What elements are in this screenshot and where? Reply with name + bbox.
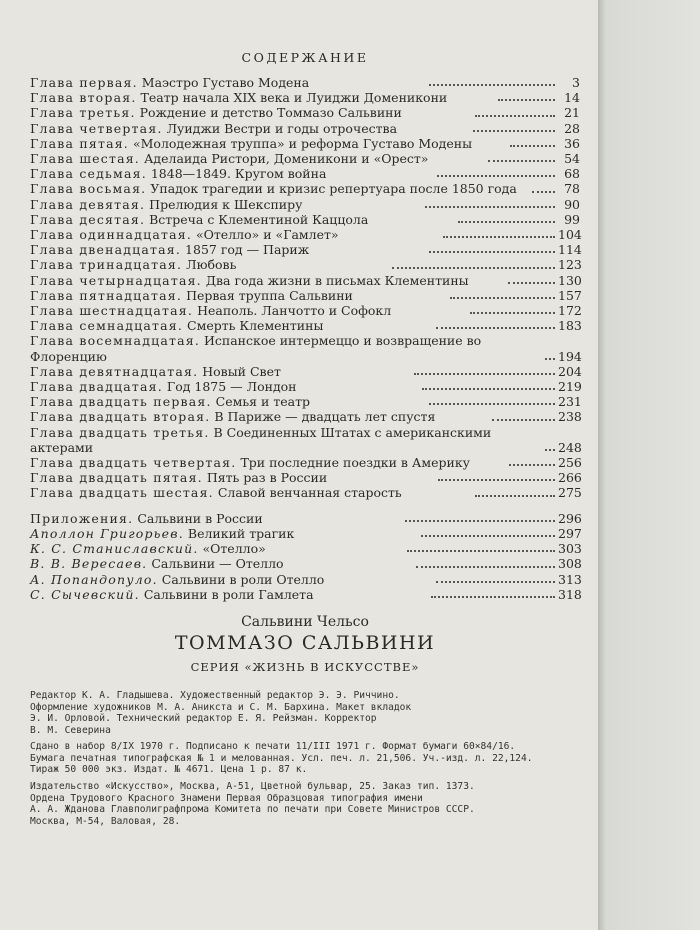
toc-entry-text [30, 212, 455, 227]
imprint-line: Оформление художников М. А. Аникста и С. М. Бархина. Макет вкладок [30, 701, 412, 713]
toc-entry-title: Встреча с Клементиной Каццола [149, 211, 369, 227]
toc-entry-text [30, 364, 411, 379]
toc-entry-title: Сальвини в роли Отелло [161, 571, 325, 587]
toc-entry-lead: Глава двадцать пятая. [30, 470, 203, 486]
toc-leader-dots [438, 479, 555, 481]
toc-entry-text [30, 526, 418, 541]
appendix-entry [30, 511, 580, 526]
toc-entry-title: Семья и театр [215, 394, 311, 410]
toc-leader-dots [392, 267, 555, 269]
toc-page-number: 318 [558, 586, 582, 602]
toc-entry-lead: Приложения. [30, 510, 134, 526]
toc-entry-title: Смерть Клементины [187, 318, 324, 334]
toc-entry-text [30, 166, 434, 181]
toc-entry-text [30, 257, 389, 272]
imprint-line: Тираж 50 000 экз. Издат. № 4671. Цена 1 р. 87 к. [30, 764, 308, 776]
toc-entry-text [30, 470, 435, 485]
toc-leader-dots [545, 449, 555, 451]
toc-entry-lead: Глава десятая. [30, 211, 146, 227]
toc-entry-text [30, 541, 404, 556]
toc-entry-text [30, 151, 485, 166]
toc-entry-text [30, 409, 489, 424]
toc-entry-title: Новый Свет [202, 363, 281, 379]
toc-entry-title: Неаполь. Ланчотто и Софокл [197, 303, 392, 319]
book-title: ТОММАЗО САЛЬВИНИ [174, 631, 436, 654]
toc-entry-title: Сальвини в роли Гамлета [143, 586, 314, 602]
toc-entry-text [30, 485, 472, 500]
appendix-entry [30, 587, 580, 602]
imprint-block [30, 690, 580, 828]
toc-entry-title: Первая труппа Сальвини [186, 287, 353, 303]
toc-entry-text [30, 394, 426, 409]
toc-entry [30, 242, 580, 257]
toc-entry-title: Пять раз в России [206, 470, 328, 486]
toc-page-number: 303 [558, 541, 582, 557]
toc-entry-text [30, 587, 428, 602]
toc-entry-lead: Глава третья. [30, 105, 136, 121]
toc-entry-lead: Глава двадцать вторая. [30, 409, 211, 425]
toc-entry-title: Три последние поездки в Америку [240, 455, 470, 471]
toc-page-number: 3 [572, 75, 580, 90]
toc-entry-title: 1848—1849. Кругом война [150, 166, 327, 182]
toc-leader-dots [475, 495, 555, 497]
toc-entry [30, 257, 580, 272]
toc-leader-dots [421, 535, 555, 537]
toc-entry-lead: Глава шестнадцатая. [30, 303, 194, 319]
toc-entry-text [30, 273, 505, 288]
toc-entry-lead: К. С. Станиславский. [30, 541, 199, 557]
toc-entry [30, 166, 580, 181]
toc-entry-text [30, 227, 440, 242]
toc-entry [30, 303, 580, 318]
toc-entry-lead: А. Попандопуло. [30, 571, 158, 587]
toc-entry-text [30, 511, 402, 526]
imprint-line: Издательство «Искусство», Москва, А-51, Цветной бульвар, 25. Заказ тип. 1373. [30, 781, 475, 793]
toc-entry-title: В Соединенных Штатах с американскими актерами [30, 424, 492, 455]
toc-page-number: 296 [558, 510, 582, 526]
imprint-paragraph [30, 690, 580, 736]
book-author: Сальвини Чельсо [241, 613, 369, 630]
toc-leader-dots [475, 115, 555, 117]
imprint-line: Бумага печатная типографская № 1 и мелованная. Усл. печ. л. 21,506. Уч.-изд. л. 22,124. [30, 752, 533, 764]
toc-entry-text [30, 121, 470, 136]
toc-entry [30, 288, 580, 303]
toc-page-number: 21 [564, 105, 581, 121]
toc-leader-dots [425, 206, 555, 208]
toc-page-number: 308 [558, 556, 582, 572]
toc-entry [30, 333, 580, 363]
toc-leader-dots [508, 282, 555, 284]
toc-page-number: 219 [558, 379, 582, 395]
toc-entry-title: «Молодежная труппа» и реформа Густаво Модены [132, 135, 473, 151]
toc-page-number: 157 [558, 287, 582, 303]
toc-entry [30, 394, 580, 409]
toc-page-number: 123 [558, 257, 582, 273]
imprint-line: В. М. Северина [30, 724, 111, 736]
imprint-line: Москва, М-54, Валовая, 28. [30, 815, 181, 827]
toc-leader-dots [532, 191, 555, 193]
toc-entry-lead: Глава тринадцатая. [30, 257, 183, 273]
toc-entry [30, 470, 580, 485]
toc-entry-title: В Париже — двадцать лет спустя [214, 409, 436, 425]
toc-page-number: 313 [558, 571, 582, 587]
toc-entry-lead: Глава седьмая. [30, 166, 147, 182]
toc-entry [30, 409, 580, 424]
toc-page-number: 183 [558, 318, 582, 334]
toc-entry-lead: Глава семнадцатая. [30, 318, 184, 334]
toc-entry-text [30, 242, 426, 257]
toc-entry-lead: Глава восьмая. [30, 181, 147, 197]
toc-entry-text [30, 556, 413, 571]
toc-entry-lead: Глава двадцать первая. [30, 394, 212, 410]
toc-entry [30, 121, 580, 136]
toc-leader-dots [431, 596, 555, 598]
toc-entry [30, 105, 580, 120]
toc-page-number: 266 [558, 470, 582, 486]
toc-page-number: 99 [564, 211, 581, 227]
toc-entry-lead: Глава четырнадцатая. [30, 272, 202, 288]
toc-entry-text [30, 572, 433, 587]
toc-page-number: 275 [558, 485, 582, 501]
toc-leader-dots [436, 327, 555, 329]
toc-entry [30, 273, 580, 288]
toc-leader-dots [509, 464, 555, 466]
toc-entry [30, 364, 580, 379]
toc-entry [30, 318, 580, 333]
toc-entry-title: Любовь [186, 257, 237, 273]
toc-page-number: 114 [558, 242, 582, 258]
toc-entry-lead: Глава пятнадцатая. [30, 287, 183, 303]
imprint-line: Редактор К. А. Гладышева. Художественный редактор Э. Э. Риччино. [30, 689, 400, 701]
toc-page-number: 194 [558, 348, 582, 364]
toc-entry-text [30, 136, 507, 151]
toc-page-number: 28 [564, 120, 580, 136]
toc-page-number: 172 [558, 303, 582, 319]
toc-entry-title: Сальвини — Отелло [151, 556, 284, 572]
toc-entry-title: «Отелло» и «Гамлет» [196, 227, 339, 243]
toc-leader-dots [458, 221, 555, 223]
toc-entry-text [30, 90, 495, 105]
page-content [30, 50, 580, 832]
toc-page-number: 54 [564, 151, 581, 167]
toc-entry-title: Испанское интермеццо и возвращение во Флоренцию [30, 333, 482, 364]
toc-entry-title: Два года жизни в письмах Клементины [205, 272, 469, 288]
toc-leader-dots [407, 550, 555, 552]
appendix-entry [30, 572, 580, 587]
toc-entry-title: Аделаида Ристори, Доменикони и «Орест» [143, 151, 429, 167]
toc-entry-lead: Глава вторая. [30, 90, 137, 106]
imprint-line: А. А. Жданова Главполиграфпрома Комитета по печати при Совете Министров СССР. [30, 804, 475, 816]
toc-entry-lead: Глава первая. [30, 75, 138, 90]
toc-entry-text [30, 105, 472, 120]
toc-entry-lead: Глава четвертая. [30, 120, 163, 136]
toc-page-number: 78 [564, 181, 580, 197]
toc-entry-text [30, 379, 419, 394]
toc-entry [30, 75, 580, 90]
toc-entry-title: Театр начала XIX века и Луиджи Доменикони [140, 90, 448, 106]
toc-leader-dots [492, 419, 555, 421]
toc-page-number: 90 [564, 196, 580, 212]
toc-leader-dots [429, 251, 555, 253]
toc-entry-lead: Глава шестая. [30, 151, 140, 167]
toc-leader-dots [498, 99, 555, 101]
toc-entry-title: Маэстро Густаво Модена [141, 75, 310, 90]
imprint-line: Ордена Трудового Красного Знамени Первая Образцовая типография имени [30, 792, 423, 804]
toc-entry-title: Славой венчанная старость [217, 485, 402, 501]
toc-entry-lead: Глава двадцатая. [30, 379, 163, 395]
toc-entry-lead: Глава восемнадцатая. [30, 333, 201, 349]
toc-leader-dots [429, 84, 555, 86]
toc-leader-dots [470, 312, 555, 314]
toc-entry-title: Великий трагик [187, 525, 295, 541]
toc-entry-title: Луиджи Вестри и годы отрочества [166, 120, 398, 136]
toc-entry-text [30, 318, 433, 333]
toc-entry-title: Сальвини в России [137, 510, 263, 526]
toc-entry-lead: Аполлон Григорьев. [30, 525, 184, 541]
toc-entry-title: «Отелло» [202, 541, 266, 557]
toc-entry [30, 90, 580, 105]
next-page-edge [598, 0, 700, 930]
toc-entry [30, 485, 580, 500]
toc-entry-lead: Глава двадцать третья. [30, 424, 210, 440]
toc-page-number: 297 [558, 525, 582, 541]
book-series: СЕРИЯ «ЖИЗНЬ В ИСКУССТВЕ» [190, 659, 420, 674]
toc-page-number: 130 [558, 272, 582, 288]
toc-entry [30, 227, 580, 242]
toc-list [30, 75, 580, 501]
toc-page-number: 248 [558, 439, 582, 455]
toc-entry-lead: Глава одиннадцатая. [30, 227, 193, 243]
toc-leader-dots [416, 566, 555, 568]
toc-entry-text [30, 288, 447, 303]
toc-entry [30, 197, 580, 212]
toc-entry-text [30, 197, 422, 212]
toc-page-number: 36 [564, 135, 580, 151]
toc-entry-text [30, 425, 542, 455]
toc-leader-dots [545, 358, 555, 360]
toc-entry-lead: С. Сычевский. [30, 586, 140, 602]
toc-leader-dots [450, 297, 555, 299]
toc-entry [30, 136, 580, 151]
toc-page-number: 14 [564, 90, 580, 106]
toc-leader-dots [422, 388, 555, 390]
toc-entry-text [30, 303, 467, 318]
toc-page-number: 256 [558, 455, 582, 471]
toc-entry-text [30, 455, 506, 470]
toc-entry-lead: Глава пятая. [30, 135, 129, 151]
toc-leader-dots [437, 175, 555, 177]
toc-entry-title: 1857 год — Париж [185, 242, 310, 258]
appendix-entry [30, 541, 580, 556]
toc-entry-lead: В. В. Вересаев. [30, 556, 148, 572]
toc-leader-dots [405, 520, 555, 522]
toc-entry [30, 212, 580, 227]
appendix-entry [30, 526, 580, 541]
toc-entry-title: Рождение и детство Томмазо Сальвини [139, 105, 402, 121]
toc-entry-lead: Глава двенадцатая. [30, 242, 182, 258]
imprint-line: Э. И. Орловой. Технический редактор Е. Я. Рейзман. Корректор [30, 713, 377, 725]
toc-page-number: 231 [558, 394, 582, 410]
toc-leader-dots [443, 236, 555, 238]
toc-entry-lead: Глава девятнадцатая. [30, 363, 199, 379]
imprint-line: Сдано в набор 8/IX 1970 г. Подписано к печати 11/III 1971 г. Формат бумаги 60×84/16. [30, 741, 516, 753]
toc-leader-dots [436, 581, 555, 583]
toc-entry [30, 181, 580, 196]
toc-leader-dots [488, 160, 555, 162]
toc-leader-dots [429, 403, 555, 405]
appendix-list [30, 511, 580, 602]
appendix-entry [30, 556, 580, 571]
toc-heading: СОДЕРЖАНИЕ [241, 50, 369, 65]
imprint-paragraph [30, 741, 580, 776]
toc-entry-lead: Глава двадцать четвертая. [30, 455, 237, 471]
toc-page-number: 104 [558, 227, 582, 243]
toc-entry-text [30, 181, 529, 196]
toc-entry-title: Прелюдия к Шекспиру [149, 196, 303, 212]
toc-entry-text [30, 333, 542, 363]
toc-entry [30, 455, 580, 470]
toc-page-number: 238 [558, 409, 582, 425]
toc-entry [30, 425, 580, 455]
toc-entry [30, 379, 580, 394]
toc-page-number: 204 [558, 363, 582, 379]
toc-leader-dots [510, 145, 555, 147]
toc-entry [30, 151, 580, 166]
toc-entry-text [30, 75, 426, 90]
toc-leader-dots [414, 373, 555, 375]
toc-entry-title: Упадок трагедии и кризис репертуара после 1850 года [150, 181, 517, 197]
imprint-paragraph [30, 781, 580, 827]
toc-leader-dots [473, 130, 555, 132]
toc-entry-title: Год 1875 — Лондон [166, 379, 297, 395]
toc-entry-lead: Глава двадцать шестая. [30, 485, 214, 501]
toc-page-number: 68 [564, 166, 581, 182]
toc-entry-lead: Глава девятая. [30, 196, 146, 212]
toc-gap [30, 501, 580, 511]
